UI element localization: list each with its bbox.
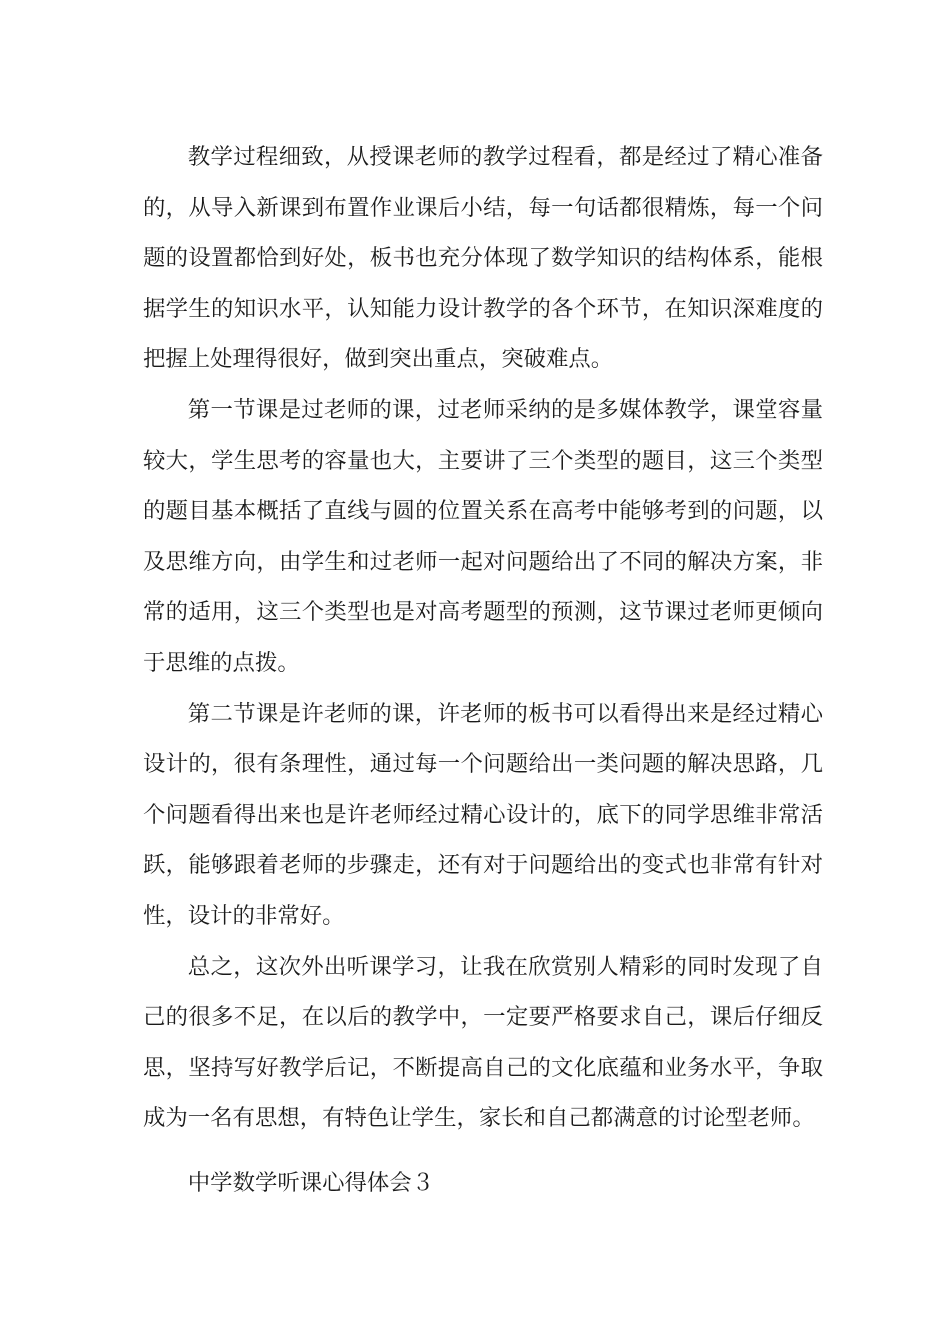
paragraph-first-lesson: 第一节课是过老师的课，过老师采纳的是多媒体教学，课堂容量较大，学生思考的容量也大，主要讲了三个类型的题目，这三个类型的题目基本概括了直线与圆的位置关系在高考中能够考到的问题，以及思维方向，由学生和过老师一起对问题给出了不同的解决方案，非常的适用，这三个类型也是对高考题型的预测，这节课过老师更倾向于思维的点拨。 [143,396,823,676]
section-heading: 中学数学听课心得体会３ [187,1169,435,1196]
paragraph-second-lesson: 第二节课是许老师的课，许老师的板书可以看得出来是经过精心设计的，很有条理性，通过每一个问题给出一类问题的解决思路，几个问题看得出来也是许老师经过精心设计的，底下的同学思维非常活跃，能够跟着老师的步骤走，还有对于问题给出的变式也非常有针对性，设计的非常好。 [143,700,823,929]
paragraph-teaching-process: 教学过程细致，从授课老师的教学过程看，都是经过了精心准备的，从导入新课到布置作业课后小结，每一句话都很精炼，每一个问题的设置都恰到好处，板书也充分体现了数学知识的结构体系，能根据学生的知识水平，认知能力设计教学的各个环节，在知识深难度的把握上处理得很好，做到突出重点，突破难点。 [143,144,823,373]
document-body [143,132,823,1208]
paragraph-summary: 总之，这次外出听课学习，让我在欣赏别人精彩的同时发现了自己的很多不足，在以后的教学中，一定要严格要求自己，课后仔细反思，坚持写好教学后记，不断提高自己的文化底蕴和业务水平，争取成为一名有思想，有特色让学生，家长和自己都满意的讨论型老师。 [143,953,823,1132]
